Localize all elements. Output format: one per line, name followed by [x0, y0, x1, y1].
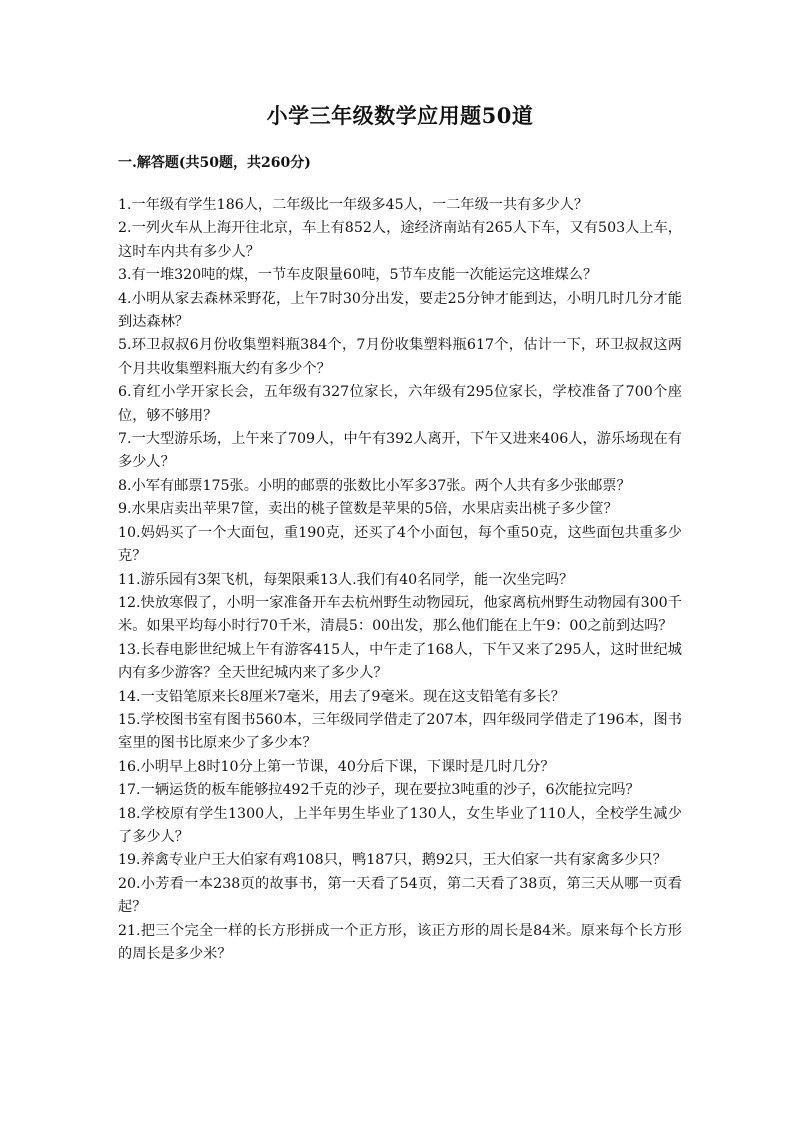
question-item: 4.小明从家去森林采野花，上午7时30分出发，要走25分钟才能到达，小明几时几分才能到达森林？	[118, 290, 682, 331]
question-item: 17.一辆运货的板车能够拉492千克的沙子，现在要拉3吨重的沙子，6次能拉完吗？	[118, 782, 640, 799]
question-item: 5.环卫叔叔6月份收集塑料瓶384个，7月份收集塑料瓶617个，估计一下，环卫叔叔这两个月共收集塑料瓶大约有多少个？	[118, 337, 682, 377]
question-item: 16.小明早上8时10分上第一节课，40分后下课，下课时是几时几分？	[118, 758, 555, 775]
question-item: 9.水果店卖出苹果7筐，卖出的桃子筐数是苹果的5倍，水果店卖出桃子多少筐？	[118, 501, 618, 518]
question-item: 15.学校图书室有图书560本，三年级同学借走了207本，四年级同学借走了196本，图书室里的图书比原来少了多少本？	[118, 711, 682, 752]
question-item: 19.养禽专业户王大伯家有鸡108只，鸭187只，鹅92只，王大伯家一共有家禽多少只？	[118, 852, 667, 869]
question-item: 8.小军有邮票175张。小明的邮票的张数比小军多37张。两个人共有多少张邮票？	[118, 477, 631, 494]
question-item: 3.有一堆320吨的煤，一节车皮限量60吨，5节车皮能一次能运完这堆煤么？	[118, 267, 598, 284]
question-item: 18.学校原有学生1300人，上半年男生毕业了130人，女生毕业了110人，全校学生减少了多少人？	[118, 805, 682, 845]
page-title: 小学三年级数学应用题50道	[266, 103, 534, 128]
question-item: 1.一年级有学生186人，二年级比一年级多45人，一二年级一共有多少人？	[118, 197, 589, 213]
question-item: 11.游乐园有3架飞机，每架限乘13人.我们有40名同学，能一次坐完吗？	[118, 571, 574, 588]
question-item: 2.一列火车从上海开往北京，车上有852人，途经济南站有265人下车，又有503人上车，这时车内共有多少人？	[118, 220, 682, 260]
question-item: 14.一支铅笔原来长8厘米7毫米，用去了9毫米。现在这支铅笔有多长？	[118, 688, 565, 705]
section-heading: 一.解答题(共50题，共260分)	[118, 155, 311, 171]
question-item: 20.小芳看一本238页的故事书，第一天看了54页，第二天看了38页，第三天从哪一页看起？	[118, 875, 682, 916]
question-item: 12.快放寒假了，小明一家准备开车去杭州野生动物园玩，他家离杭州野生动物园有300千米。如果平均每小时行70千米，清晨5：00出发，那么他们能在上午9：00之前到达吗？	[118, 594, 682, 635]
question-item: 10.妈妈买了一个大面包，重190克，还买了4个小面包，每个重50克，这些面包共重多少克？	[118, 524, 682, 565]
question-list	[118, 194, 682, 966]
question-item: 6.育红小学开家长会，五年级有327位家长，六年级有295位家长，学校准备了700个座位，够不够用？	[118, 384, 682, 424]
question-item: 7.一大型游乐场，上午来了709人，中午有392人离开，下午又进来406人，游乐场现在有多少人？	[118, 431, 682, 471]
question-item: 13.长春电影世纪城上午有游客415人，中午走了168人，下午又来了295人，这时世纪城内有多少游客？全天世纪城内来了多少人？	[118, 641, 682, 682]
question-item: 21.把三个完全一样的长方形拼成一个正方形，该正方形的周长是84米。原来每个长方形的周长是多少米？	[118, 922, 682, 962]
